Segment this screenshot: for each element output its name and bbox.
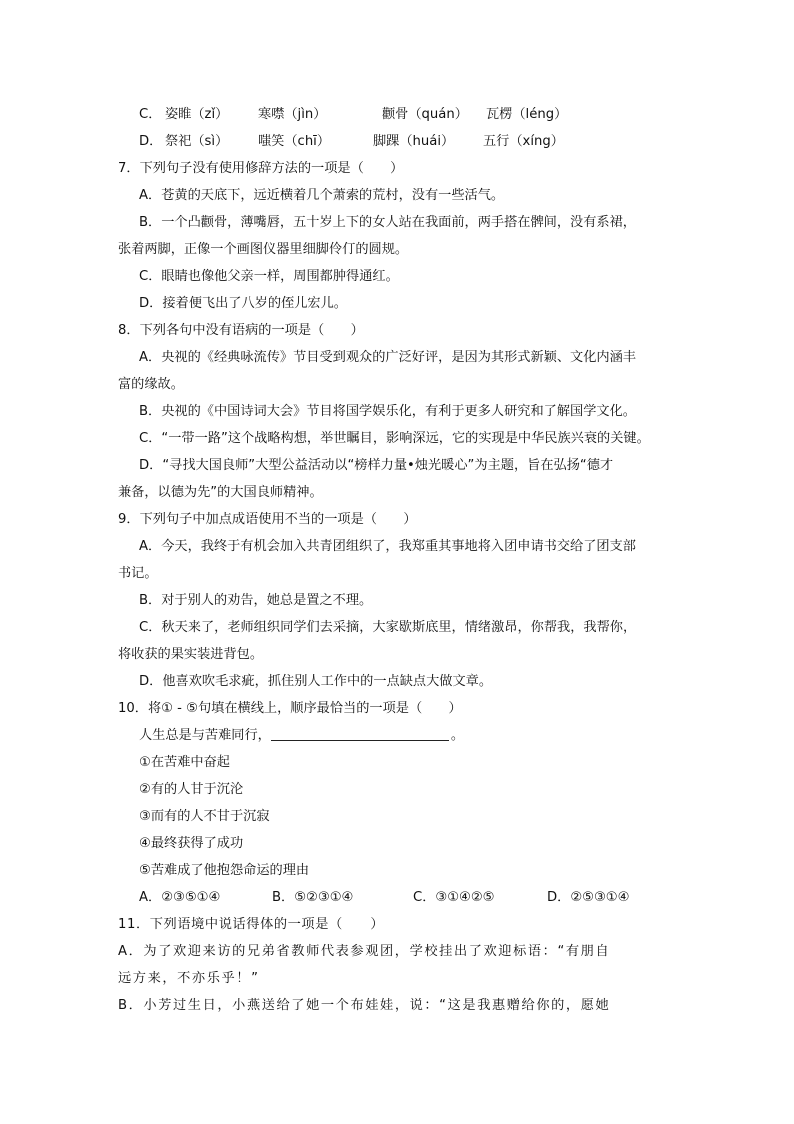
q6-option-d-label: D． [139, 134, 163, 149]
q7-option-b-line1: B．一个凸颧骨，薄嘴唇，五十岁上下的女人站在我面前，两手搭在髀间，没有系裙， [139, 215, 636, 230]
answer-blank-line [271, 727, 449, 741]
q11-option-a-line2: 远方来，不亦乐乎！” [118, 971, 260, 986]
q10-clause-4: ④最终获得了成功 [139, 836, 244, 851]
q11-option-a-line1: A．为了欢迎来访的兄弟省教师代表参观团，学校挂出了欢迎标语：“有朋自 [118, 944, 611, 959]
q11-option-b-line1: B．小芳过生日，小燕送给了她一个布娃娃，说：“这是我惠赠给你的，愿她 [118, 998, 611, 1013]
q8-stem: 8．下列各句中没有语病的一项是（ ） [118, 323, 364, 338]
q10-sentence-prefix: 人生总是与苦难同行， [139, 728, 271, 743]
q7-option-a: A．苍黄的天底下，远近横着几个萧索的荒村，没有一些活气。 [139, 188, 505, 203]
q10-option-a: A．②③⑤①④ [139, 890, 221, 905]
q9-stem: 9．下列句子中加点成语使用不当的一项是（ ） [118, 512, 417, 527]
q9-option-b: B．对于别人的劝告，她总是置之不理。 [139, 593, 373, 608]
q6-option-d-item-2: 嗤笑（chī） [258, 134, 331, 149]
q8-option-a-line2: 富的缘故。 [118, 377, 184, 392]
q8-option-d-line2: 兼备，以德为先”的大国良师精神。 [118, 485, 323, 500]
q10-sentence-suffix: 。 [450, 728, 465, 743]
q8-option-a-line1: A．央视的《经典咏流传》节目受到观众的广泛好评，是因为其形式新颖、文化内涵丰 [139, 350, 636, 365]
q6-option-d [139, 133, 699, 151]
q6-option-c-item-2: 寒噤（jìn） [258, 107, 327, 122]
q8-option-b: B．央视的《中国诗词大会》节目将国学娱乐化，有利于更多人研究和了解国学文化。 [139, 404, 636, 419]
q11-stem: 11．下列语境中说话得体的一项是（ ） [118, 917, 385, 932]
q9-option-a-line1: A．今天，我终于有机会加入共青团组织了，我郑重其事地将入团申请书交给了团支部 [139, 539, 636, 554]
q9-option-c-line1: C．秋天来了，老师组织同学们去采摘，大家歇斯底里，情绪激昂，你帮我，我帮你， [139, 620, 637, 635]
q7-option-c: C．眼睛也像他父亲一样，周围都肿得通红。 [139, 269, 399, 284]
q6-option-c-item-4: 瓦楞（léng） [486, 107, 568, 122]
q10-clause-5: ⑤苦难成了他抱怨命运的理由 [139, 863, 310, 878]
q9-option-c-line2: 将收获的果实装进背包。 [118, 647, 264, 662]
q10-stem: 10．将① - ⑤句填在横线上，顺序最恰当的一项是（ ） [118, 701, 462, 716]
q7-option-d: D．接着便飞出了八岁的侄儿宏儿。 [139, 296, 347, 311]
q10-option-d: D．②⑤③①④ [547, 890, 630, 905]
q6-option-c-item-1: 姿睢（zǐ） [165, 107, 229, 122]
q10-clause-2: ②有的人甘于沉沦 [139, 782, 244, 797]
q6-option-d-item-4: 五行（xíng） [483, 134, 564, 149]
q10-clause-3: ③而有的人不甘于沉寂 [139, 809, 270, 824]
q8-option-c: C．“一带一路”这个战略构想，举世瞩目，影响深远，它的实现是中华民族兴衰的关键。 [139, 431, 650, 446]
q10-option-c: C．③①④②⑤ [413, 890, 495, 905]
q6-option-d-item-3: 脚踝（huái） [373, 134, 455, 149]
q6-option-c-label: C． [139, 107, 162, 122]
q6-option-c-item-3: 颧骨（quán） [382, 107, 468, 122]
q7-option-b-line2: 张着两脚，正像一个画图仪器里细脚伶仃的圆规。 [118, 242, 409, 257]
q8-option-d-line1: D．“寻找大国良师”大型公益活动以“榜样力量•烛光暖心”为主题，旨在弘扬“德才 [139, 458, 614, 473]
q9-option-a-line2: 书记。 [118, 566, 158, 581]
q9-option-d: D．他喜欢吹毛求疵，抓住别人工作中的一点缺点大做文章。 [139, 674, 493, 689]
q10-clause-1: ①在苦难中奋起 [139, 755, 230, 770]
q7-stem: 7．下列句子没有使用修辞方法的一项是（ ） [118, 161, 404, 176]
q6-option-d-item-1: 祭祀（sì） [165, 134, 229, 149]
q10-options [139, 889, 659, 907]
q10-sentence [139, 727, 464, 745]
q10-option-b: B．⑤②③①④ [272, 890, 354, 905]
q6-option-c [139, 106, 699, 124]
